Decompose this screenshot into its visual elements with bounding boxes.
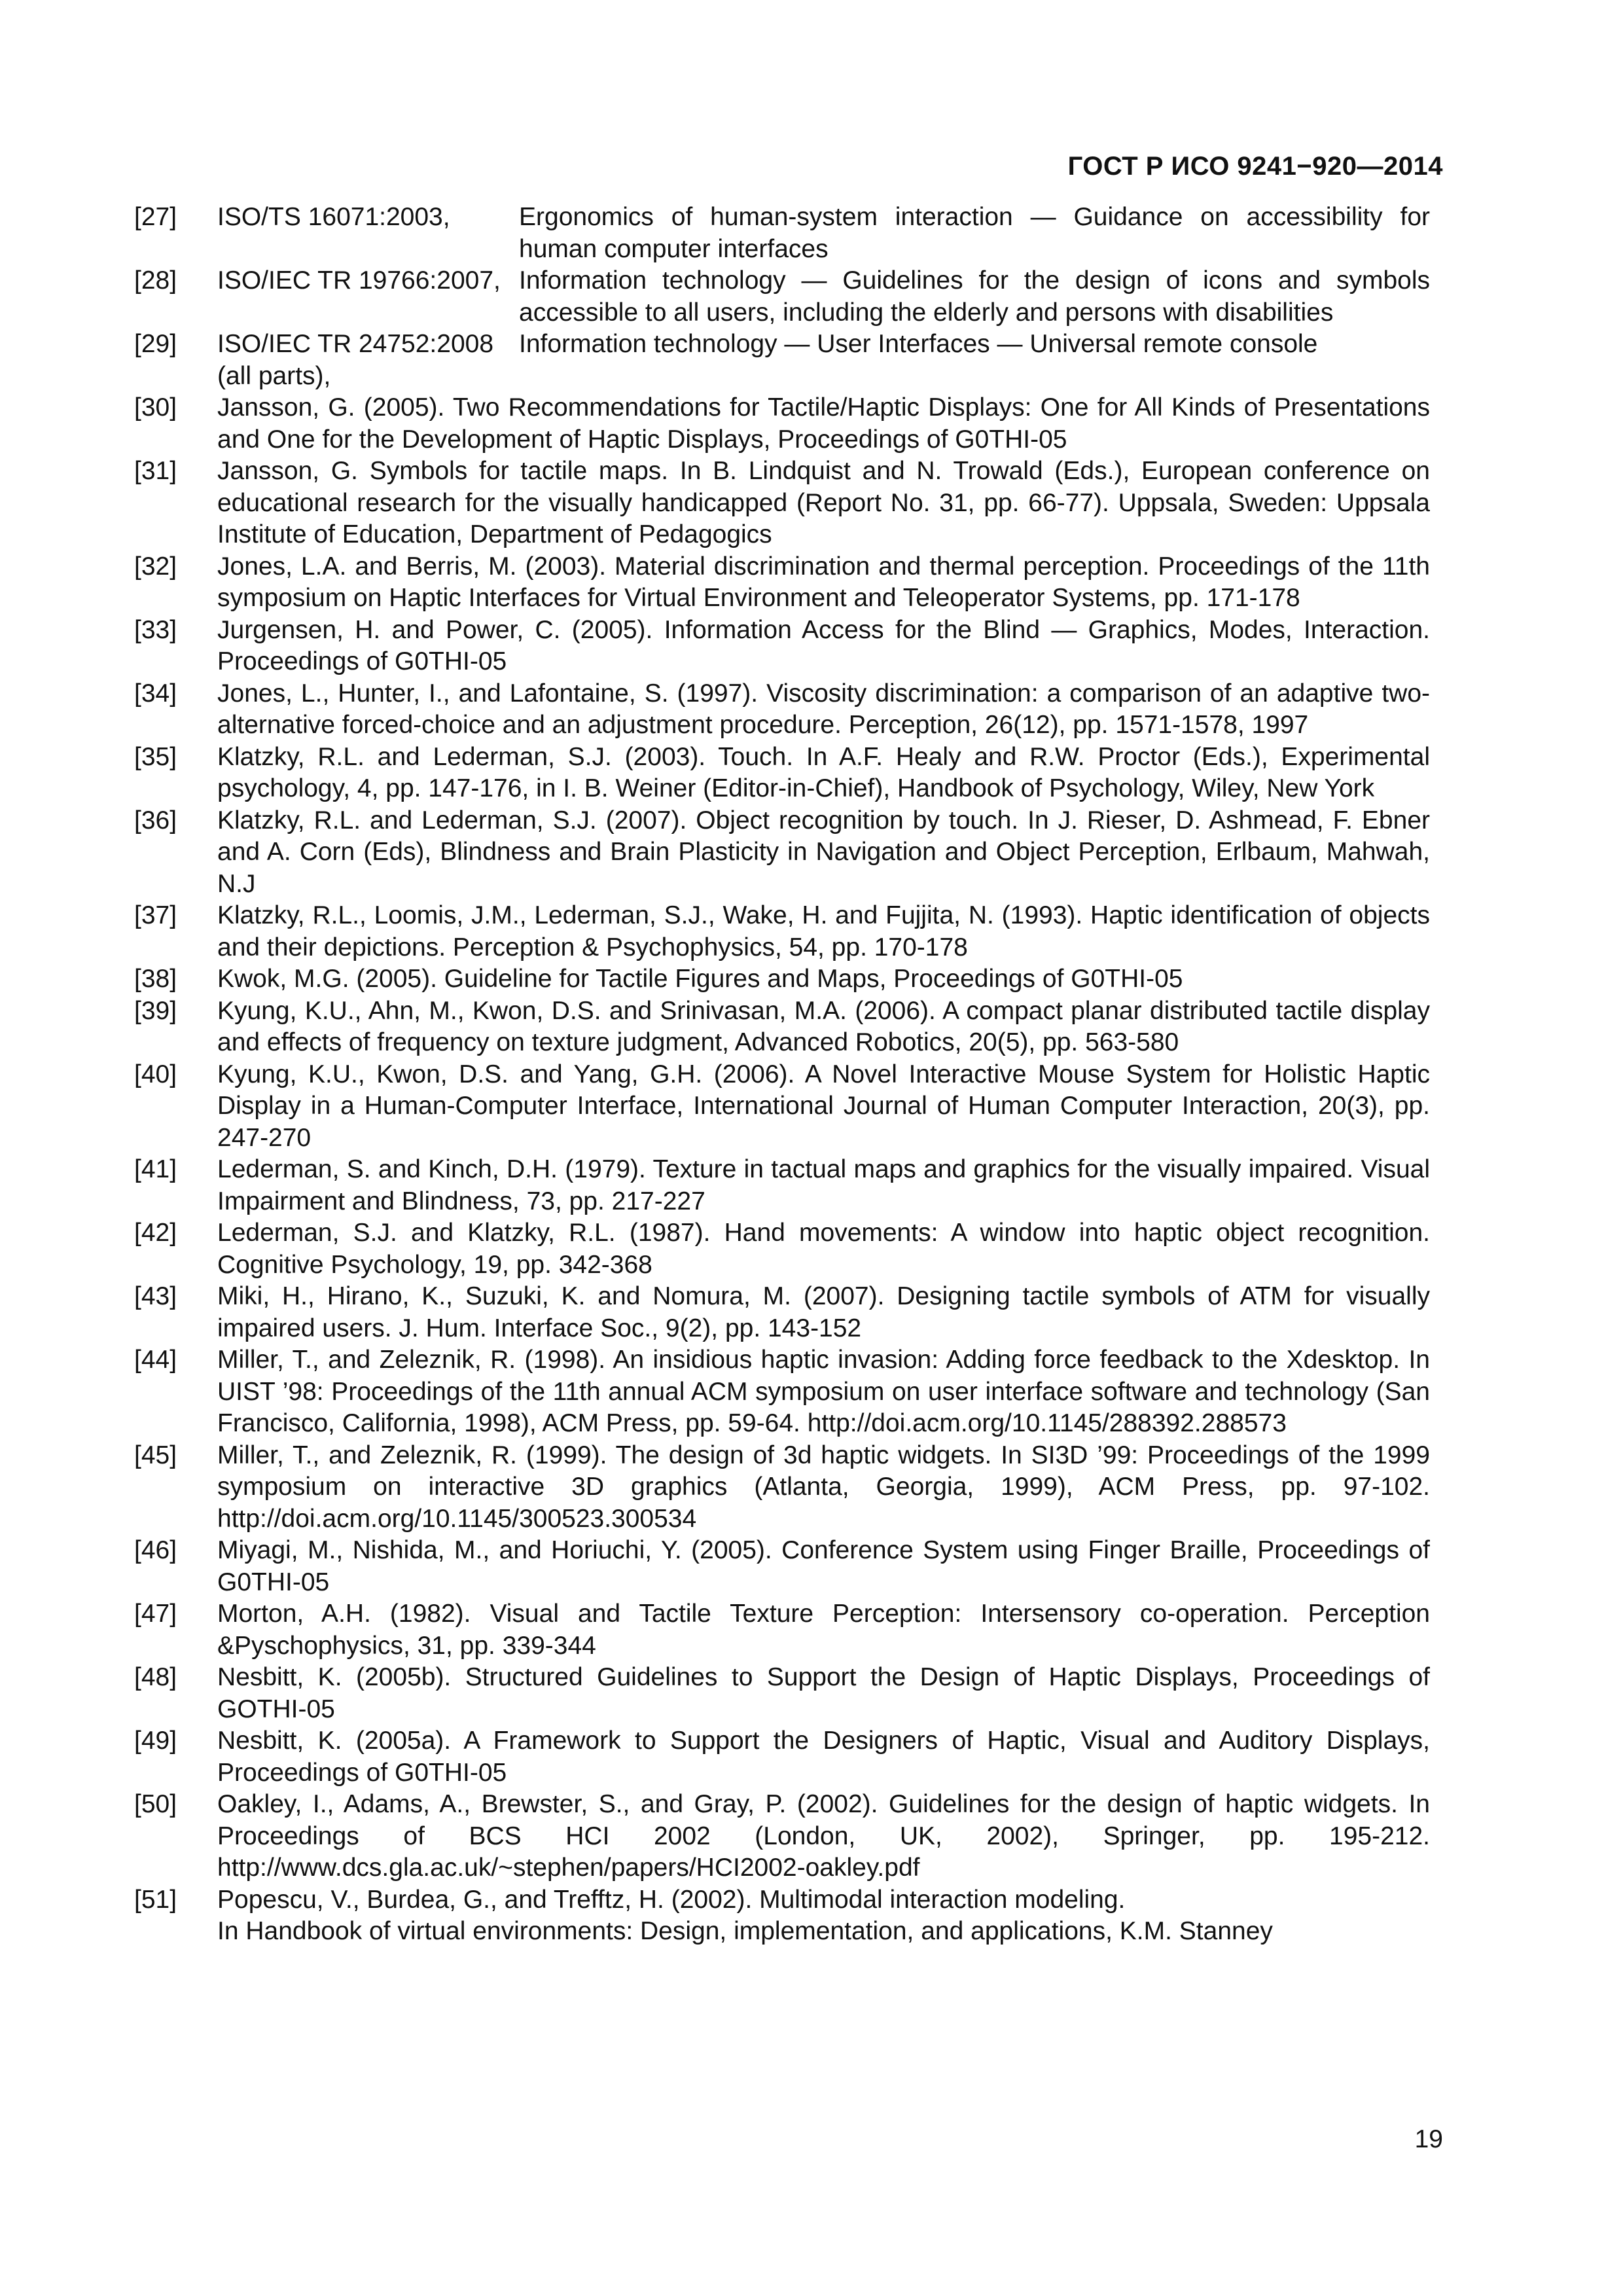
- reference-item: [134, 900, 1430, 963]
- reference-text: Lederman, S. and Kinch, D.H. (1979). Texture in tactual maps and graphics for the visually impaired. Visual Impairment and Blindness, 73, pp. 217-227: [217, 1155, 1430, 1215]
- reference-number: [36]: [134, 806, 177, 834]
- reference-item: [134, 202, 1430, 265]
- page-header-standard: ГОСТ Р ИСО 9241−920—2014: [1067, 152, 1443, 181]
- standard-code: ISO/TS 16071:2003,: [217, 203, 450, 231]
- reference-item: [134, 1281, 1430, 1344]
- standard-title: Information technology — Guidelines for the design of icons and symbols accessible to all users, including the elderly and persons with disabilities: [519, 266, 1430, 327]
- page-number: 19: [1414, 2125, 1443, 2153]
- reference-list: [134, 202, 1430, 1948]
- reference-text: Jurgensen, H. and Power, C. (2005). Information Access for the Blind — Graphics, Modes, Interaction. Proceedings of G0THI-05: [217, 615, 1430, 675]
- reference-number: [43]: [134, 1282, 177, 1310]
- standard-title: Information technology — User Interfaces — Universal remote console: [519, 330, 1318, 358]
- reference-number: [47]: [134, 1600, 177, 1628]
- reference-item: [134, 1217, 1430, 1281]
- reference-item: [134, 1154, 1430, 1217]
- reference-item: [134, 1598, 1430, 1662]
- reference-item: [134, 805, 1430, 901]
- reference-number: [35]: [134, 742, 177, 771]
- standard-code: ISO/IEC TR 19766:2007,: [217, 266, 501, 295]
- reference-number: [31]: [134, 457, 177, 485]
- reference-text: Kwok, M.G. (2005). Guideline for Tactile Figures and Maps, Proceedings of G0THI-05: [217, 965, 1183, 993]
- reference-number: [50]: [134, 1790, 177, 1818]
- reference-item: [134, 1725, 1430, 1789]
- reference-text: Nesbitt, K. (2005b). Structured Guidelines to Support the Design of Haptic Displays, Proceedings of GOTHI-05: [217, 1663, 1430, 1723]
- reference-number: [29]: [134, 330, 177, 358]
- reference-text: Miller, T., and Zeleznik, R. (1998). An insidious haptic invasion: Adding force feedback to the Xdesktop. In UIST ’98: Proceedings of the 11th annual ACM symposium on user interface software and technology (San Francisco, California, 1998), ACM Press, pp. 59-64. http://doi.acm.org/10.1145/288392.288573: [217, 1346, 1430, 1437]
- reference-item: [134, 1535, 1430, 1598]
- reference-text: Morton, A.H. (1982). Visual and Tactile Texture Perception: Intersensory co-operation. Perception &Pyschophysics, 31, pp. 339-344: [217, 1600, 1430, 1660]
- reference-text: Miller, T., and Zeleznik, R. (1999). The design of 3d haptic widgets. In SI3D ’99: Proceedings of the 1999 symposium on interactive 3D graphics (Atlanta, Georgia, 1999), ACM Press, pp. 97-102. http://doi.acm.org/10.1145/300523.300534: [217, 1441, 1430, 1533]
- reference-item: [134, 456, 1430, 551]
- reference-text: Miki, H., Hirano, K., Suzuki, K. and Nomura, M. (2007). Designing tactile symbols of ATM for visually impaired users. J. Hum. Interface Soc., 9(2), pp. 143-152: [217, 1282, 1430, 1342]
- reference-number: [28]: [134, 266, 177, 295]
- reference-number: [51]: [134, 1885, 177, 1914]
- reference-number: [37]: [134, 901, 177, 929]
- reference-number: [38]: [134, 965, 177, 993]
- reference-text: Klatzky, R.L. and Lederman, S.J. (2003). Touch. In A.F. Healy and R.W. Proctor (Eds.), Experimental psychology, 4, pp. 147-176, in I. B. Weiner (Editor-in-Chief), Handbook of Psychology, Wiley, New York: [217, 742, 1430, 802]
- reference-number: [44]: [134, 1346, 177, 1374]
- reference-item: [134, 996, 1430, 1059]
- reference-number: [40]: [134, 1060, 177, 1088]
- reference-text: Jones, L.A. and Berris, M. (2003). Material discrimination and thermal perception. Proceedings of the 11th symposium on Haptic Interfaces for Virtual Environment and Teleoperator Systems, pp. 171-178: [217, 552, 1430, 612]
- reference-text: Jansson, G. (2005). Two Recommendations for Tactile/Haptic Displays: One for All Kinds of Presentations and One for the Development of Haptic Displays, Proceedings of G0THI-05: [217, 393, 1430, 454]
- reference-number: [32]: [134, 552, 177, 581]
- reference-text: Nesbitt, K. (2005a). A Framework to Support the Designers of Haptic, Visual and Auditory Displays, Proceedings of G0THI-05: [217, 1727, 1430, 1787]
- reference-number: [33]: [134, 615, 177, 644]
- reference-text: Kyung, K.U., Kwon, D.S. and Yang, G.H. (2006). A Novel Interactive Mouse System for Holistic Haptic Display in a Human-Computer Interface, International Journal of Human Computer Interaction, 20(3), pp. 247-270: [217, 1060, 1430, 1152]
- reference-number: [48]: [134, 1663, 177, 1691]
- reference-item: [134, 963, 1430, 996]
- reference-number: [45]: [134, 1441, 177, 1469]
- reference-number: [41]: [134, 1155, 177, 1183]
- reference-number: [49]: [134, 1727, 177, 1755]
- reference-text: Miyagi, M., Nishida, M., and Horiuchi, Y. (2005). Conference System using Finger Braille, Proceedings of G0THI-05: [217, 1536, 1430, 1596]
- reference-text: Klatzky, R.L. and Lederman, S.J. (2007). Object recognition by touch. In J. Rieser, D. Ashmead, F. Ebner and A. Corn (Eds), Blindness and Brain Plasticity in Navigation and Object Perception, Erlbaum, Mahwah, N.J: [217, 806, 1430, 898]
- reference-item: [134, 1440, 1430, 1535]
- reference-item: [134, 1884, 1430, 1948]
- reference-item: [134, 1059, 1430, 1155]
- reference-number: [34]: [134, 679, 177, 708]
- reference-number: [39]: [134, 996, 177, 1025]
- reference-number: [46]: [134, 1536, 177, 1564]
- reference-item: [134, 678, 1430, 742]
- reference-text: Oakley, I., Adams, A., Brewster, S., and Gray, P. (2002). Guidelines for the design of haptic widgets. In Proceedings of BCS HCI 2002 (London, UK, 2002), Springer, pp. 195-212. http://www.dcs.gla.ac.uk/~stephen/papers/HCI2002-oakley.pdf: [217, 1790, 1430, 1882]
- reference-item: [134, 1789, 1430, 1884]
- reference-number: [27]: [134, 203, 177, 231]
- reference-number: [42]: [134, 1219, 177, 1247]
- reference-text: Lederman, S.J. and Klatzky, R.L. (1987). Hand movements: A window into haptic object recognition. Cognitive Psychology, 19, pp. 342-368: [217, 1219, 1430, 1279]
- reference-text: Kyung, K.U., Ahn, M., Kwon, D.S. and Srinivasan, M.A. (2006). A compact planar distributed tactile display and effects of frequency on texture judgment, Advanced Robotics, 20(5), pp. 563-580: [217, 996, 1430, 1056]
- reference-item: [134, 392, 1430, 456]
- reference-number: [30]: [134, 393, 177, 422]
- reference-text: Popescu, V., Burdea, G., and Trefftz, H. (2002). Multimodal interaction modeling. In Handbook of virtual environments: Design, implementation, and applications, K.M. Stanney: [217, 1885, 1273, 1945]
- reference-text: Jones, L., Hunter, I., and Lafontaine, S. (1997). Viscosity discrimination: a comparison of an adaptive two-alternative forced-choice and an adjustment procedure. Perception, 26(12), pp. 1571-1578, 1997: [217, 679, 1430, 739]
- reference-item: [134, 551, 1430, 615]
- reference-item: [134, 1344, 1430, 1440]
- reference-item: [134, 1662, 1430, 1725]
- reference-text: Jansson, G. Symbols for tactile maps. In B. Lindquist and N. Trowald (Eds.), European conference on educational research for the visually handicapped (Report No. 31, pp. 66-77). Uppsala, Sweden: Uppsala Institute of Education, Department of Pedagogics: [217, 457, 1430, 548]
- reference-item: [134, 265, 1430, 329]
- reference-item: [134, 742, 1430, 805]
- reference-item: [134, 615, 1430, 678]
- reference-item: [134, 329, 1430, 392]
- reference-text: Klatzky, R.L., Loomis, J.M., Lederman, S.J., Wake, H. and Fujjita, N. (1993). Haptic identification of objects and their depictions. Perception & Psychophysics, 54, pp. 170-178: [217, 901, 1430, 961]
- standard-title: Ergonomics of human-system interaction — Guidance on accessibility for human computer interfaces: [519, 203, 1430, 263]
- standard-code: ISO/IEC TR 24752:2008 (all parts),: [217, 330, 494, 390]
